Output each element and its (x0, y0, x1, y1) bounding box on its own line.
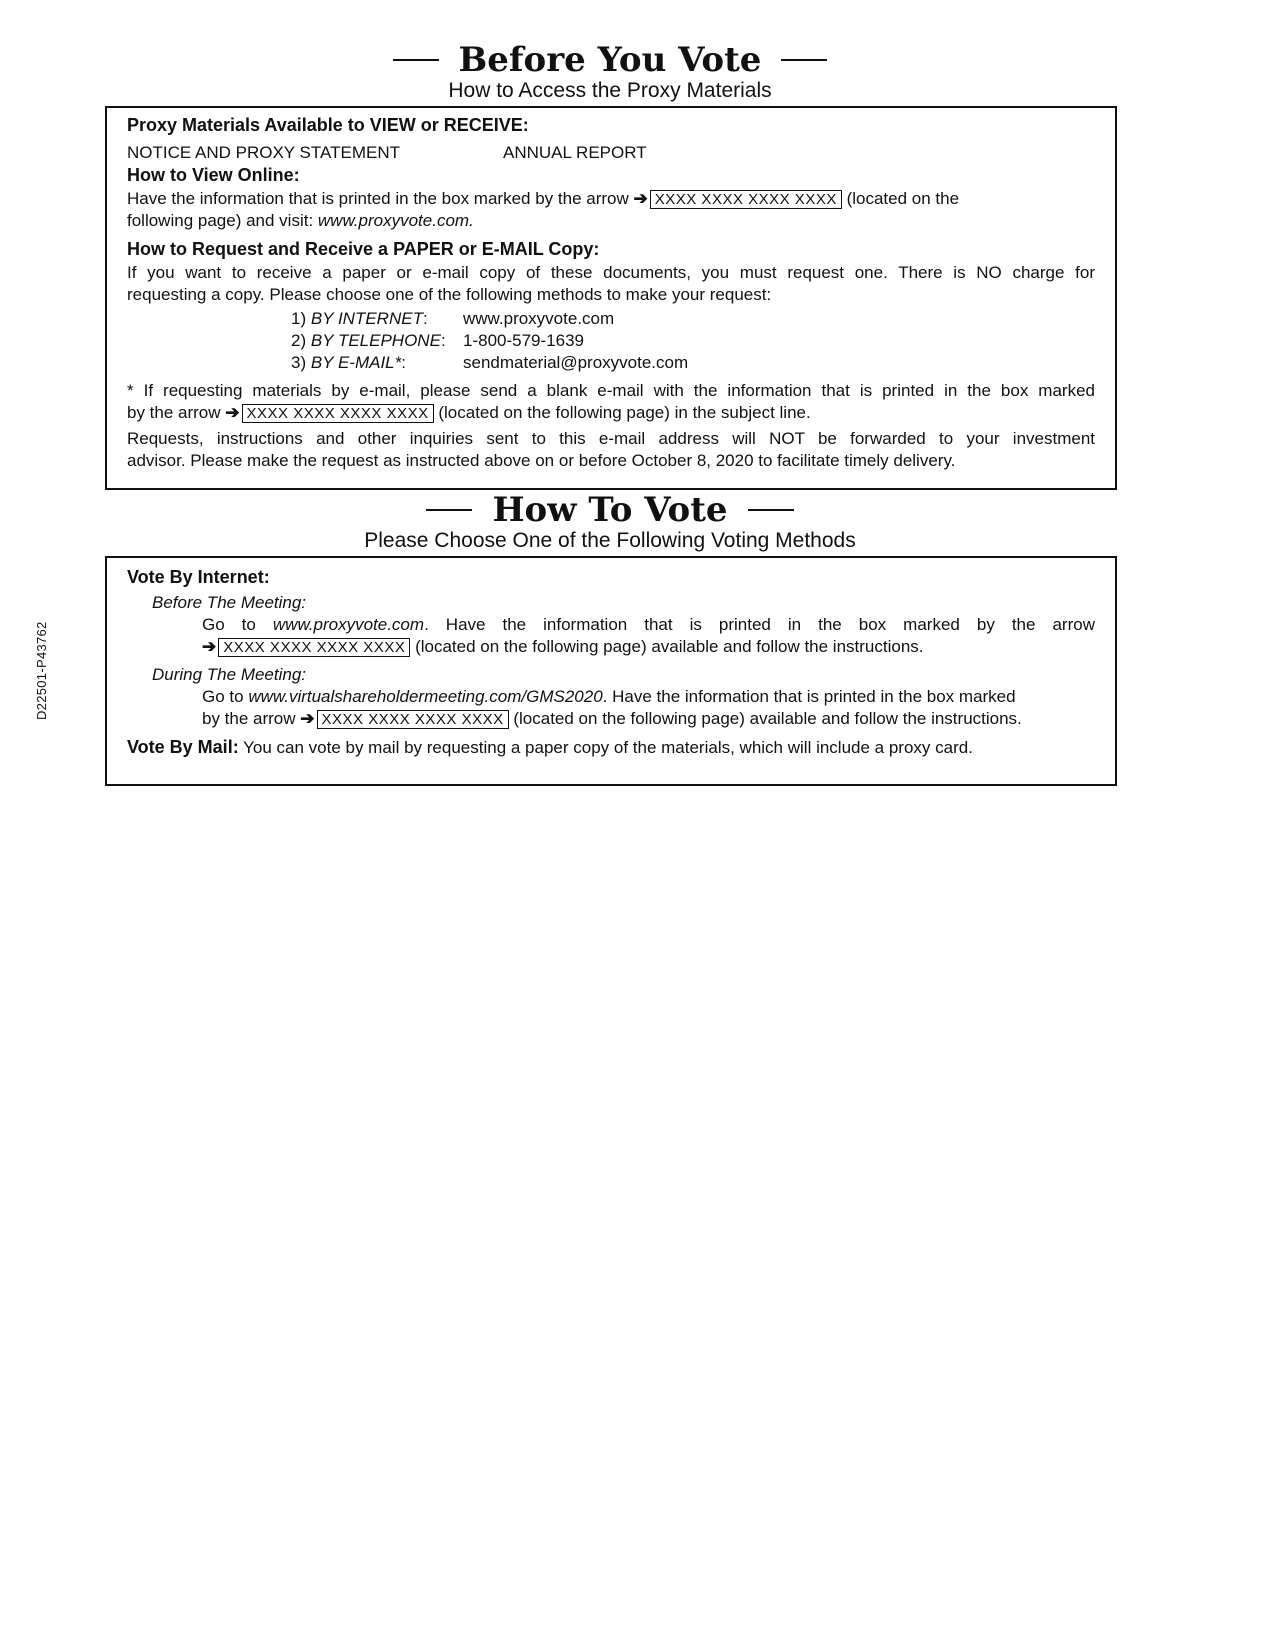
arrow-icon: ➔ (202, 637, 217, 656)
view-text: Have the information that is printed in the box marked by the arrow (127, 189, 629, 208)
email-note-text: by the arrow (127, 403, 221, 422)
method-label: BY TELEPHONE (310, 331, 441, 350)
title-dash-left (426, 509, 472, 511)
request-heading: How to Request and Receive a PAPER or E-MAIL Copy: (127, 239, 600, 259)
virtual-meeting-link[interactable]: www.virtualshareholdermeeting.com/GMS2020 (248, 687, 603, 706)
method-num: 2) (291, 331, 307, 350)
method-email (291, 352, 1095, 374)
title-dash-right (781, 59, 827, 61)
view-text-2: following page) and visit: (127, 211, 314, 230)
control-number-box: XXXX XXXX XXXX XXXX (218, 638, 410, 657)
before-subtitle: How to Access the Proxy Materials (448, 79, 772, 102)
method-label: BY INTERNET (310, 309, 423, 328)
method-num: 3) (291, 353, 307, 372)
before-title-text: Before You Vote (458, 40, 762, 80)
before-meeting-label: Before The Meeting: (152, 593, 307, 612)
method-internet (291, 308, 1095, 330)
method-telephone (291, 330, 1095, 352)
view-online-heading: How to View Online: (127, 165, 300, 185)
doc-annual-report: ANNUAL REPORT (503, 143, 647, 162)
request-line-2: requesting a copy. Please choose one of the following methods to make your request: (127, 285, 772, 304)
control-number-box: XXXX XXXX XXXX XXXX (317, 710, 509, 729)
method-colon: : (422, 309, 428, 328)
before-meeting-line-2 (202, 636, 1095, 658)
view-text-end: (located on the (846, 189, 960, 208)
control-number-box: XXXX XXXX XXXX XXXX (650, 190, 842, 209)
arrow-icon: ➔ (633, 189, 648, 208)
method-label: BY E-MAIL* (310, 353, 402, 372)
view-line-1 (127, 188, 1095, 210)
available-heading: Proxy Materials Available to VIEW or RECEIVE: (127, 115, 529, 135)
proxyvote-link[interactable]: www.proxyvote.com (272, 615, 425, 634)
arrow-icon: ➔ (300, 709, 315, 728)
email-note-line-2 (127, 402, 1095, 424)
howto-title-text: How To Vote (492, 490, 728, 530)
before-meeting-line-1 (202, 614, 1095, 636)
during-meeting-line-1 (202, 686, 1095, 708)
forward-line-1: Requests, instructions and other inquiries sent to this e-mail address will NOT be forwarded to your investment (127, 429, 1095, 448)
control-number-box: XXXX XXXX XXXX XXXX (242, 404, 434, 423)
documents-line (127, 142, 1095, 164)
how-to-vote-title (105, 490, 1115, 530)
during-meeting-text-2: by the arrow (202, 709, 296, 728)
document-code: D22501-P43762 (34, 621, 49, 720)
method-colon: : (401, 353, 406, 372)
vote-internet-heading: Vote By Internet: (127, 567, 270, 587)
method-value-internet[interactable]: www.proxyvote.com (463, 309, 615, 328)
go-to-text: Go to (202, 687, 244, 706)
proxyvote-link[interactable]: www.proxyvote.com. (317, 211, 474, 230)
before-you-vote-title (105, 40, 1115, 80)
go-to-text: Go to (202, 615, 256, 634)
before-meeting-text-end: (located on the following page) available and follow the instructions. (415, 637, 924, 656)
view-line-2 (127, 210, 1095, 232)
during-meeting-text: . Have the information that is printed in the box marked (602, 687, 1016, 706)
email-note-line-1: * If requesting materials by e-mail, please send a blank e-mail with the information that is printed in the box marked (127, 381, 1095, 400)
title-dash-right (748, 509, 794, 511)
during-meeting-text-end: (located on the following page) available and follow the instructions. (513, 709, 1022, 728)
title-dash-left (393, 59, 439, 61)
request-line-1: If you want to receive a paper or e-mail copy of these documents, you must request one. There is NO charge for (127, 263, 1095, 282)
before-meeting-text: . Have the information that is printed in the box marked by the arrow (424, 615, 1095, 634)
method-colon: : (440, 331, 446, 350)
arrow-icon: ➔ (225, 403, 240, 422)
voting-methods-box (105, 556, 1117, 786)
vote-mail-heading: Vote By Mail: (127, 737, 239, 757)
during-meeting-label: During The Meeting: (152, 665, 307, 684)
during-meeting-line-2 (202, 708, 1095, 730)
email-note-text-end: (located on the following page) in the subject line. (438, 403, 811, 422)
doc-notice: NOTICE AND PROXY STATEMENT (127, 143, 400, 162)
forward-line-2: advisor. Please make the request as instructed above on or before October 8, 2020 to facilitate timely delivery. (127, 451, 956, 470)
vote-mail-line (127, 736, 1095, 759)
howto-subtitle: Please Choose One of the Following Voting Methods (364, 529, 856, 552)
method-num: 1) (291, 309, 307, 328)
vote-mail-text: You can vote by mail by requesting a paper copy of the materials, which will include a proxy card. (243, 738, 973, 757)
proxy-materials-box (105, 106, 1117, 490)
method-value-telephone: 1-800-579-1639 (463, 331, 584, 350)
method-value-email[interactable]: sendmaterial@proxyvote.com (463, 353, 689, 372)
